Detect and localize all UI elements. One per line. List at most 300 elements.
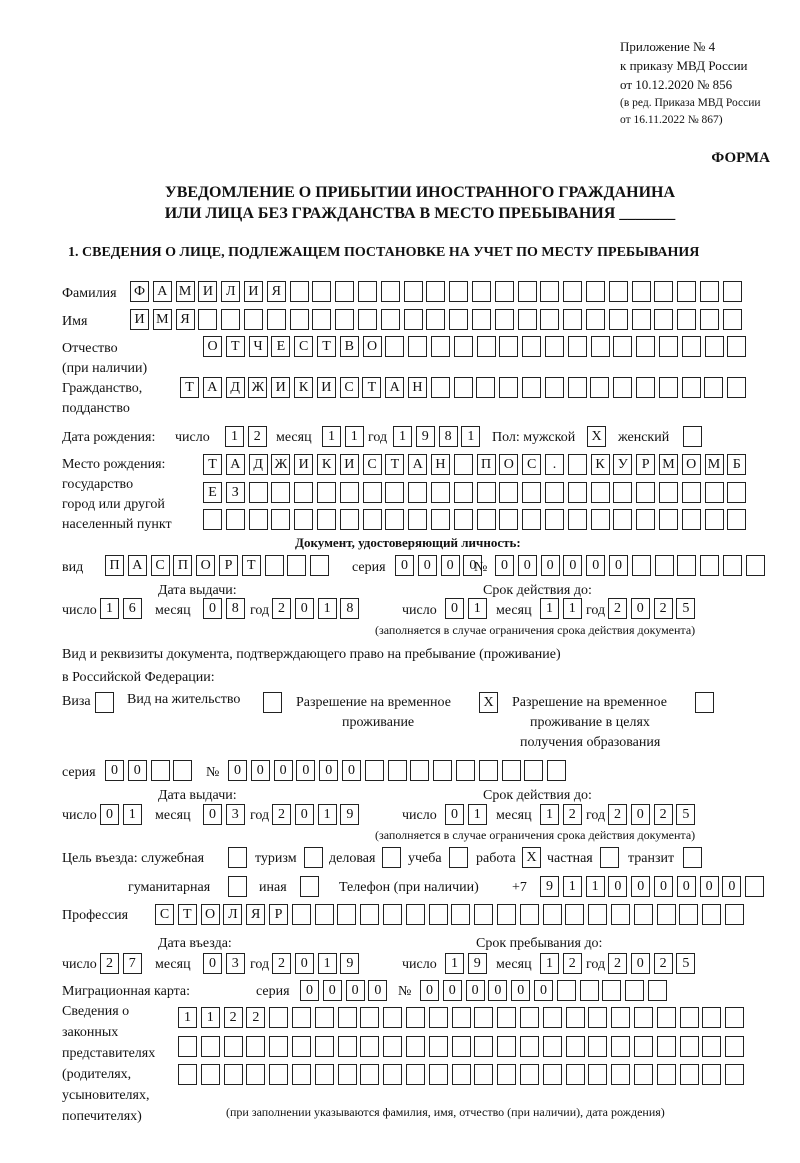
char-cell[interactable]: А: [203, 377, 222, 398]
char-cell[interactable]: 0: [541, 555, 560, 576]
char-cell[interactable]: К: [294, 377, 313, 398]
char-cell[interactable]: [702, 904, 721, 925]
char-cell[interactable]: 0: [296, 760, 315, 781]
char-cell[interactable]: 2: [608, 804, 627, 825]
char-cell[interactable]: [591, 482, 610, 503]
char-cell[interactable]: 3: [226, 953, 245, 974]
stay-until-day[interactable]: [445, 953, 487, 974]
char-cell[interactable]: [657, 1064, 676, 1085]
char-cell[interactable]: 7: [123, 953, 142, 974]
char-cell[interactable]: М: [176, 281, 195, 302]
char-cell[interactable]: 0: [609, 555, 628, 576]
char-cell[interactable]: [310, 555, 329, 576]
char-cell[interactable]: [545, 509, 564, 530]
char-cell[interactable]: [246, 1036, 265, 1057]
char-cell[interactable]: [431, 336, 450, 357]
char-cell[interactable]: [682, 482, 701, 503]
char-cell[interactable]: 6: [123, 598, 142, 619]
char-cell[interactable]: 0: [441, 555, 460, 576]
char-cell[interactable]: [723, 555, 742, 576]
stay-number-field[interactable]: [228, 760, 566, 781]
entry-month[interactable]: [203, 953, 245, 974]
char-cell[interactable]: [657, 904, 676, 925]
char-cell[interactable]: 2: [608, 953, 627, 974]
char-cell[interactable]: Ж: [248, 377, 267, 398]
char-cell[interactable]: 1: [540, 598, 559, 619]
char-cell[interactable]: М: [705, 454, 724, 475]
purpose-business-checkbox[interactable]: [382, 847, 401, 868]
char-cell[interactable]: 1: [178, 1007, 197, 1028]
char-cell[interactable]: [271, 509, 290, 530]
char-cell[interactable]: [338, 1064, 357, 1085]
char-cell[interactable]: [634, 1007, 653, 1028]
char-cell[interactable]: 5: [676, 953, 695, 974]
char-cell[interactable]: [611, 1007, 630, 1028]
char-cell[interactable]: 0: [319, 760, 338, 781]
representatives-line-2[interactable]: [178, 1036, 744, 1057]
representatives-line-1[interactable]: [178, 1007, 744, 1028]
char-cell[interactable]: [566, 1007, 585, 1028]
char-cell[interactable]: [545, 377, 564, 398]
char-cell[interactable]: [654, 309, 673, 330]
char-cell[interactable]: [499, 377, 518, 398]
char-cell[interactable]: [540, 309, 559, 330]
char-cell[interactable]: Т: [226, 336, 245, 357]
char-cell[interactable]: [590, 377, 609, 398]
char-cell[interactable]: 1: [563, 876, 582, 897]
char-cell[interactable]: [568, 336, 587, 357]
char-cell[interactable]: [431, 482, 450, 503]
char-cell[interactable]: [454, 336, 473, 357]
char-cell[interactable]: [474, 904, 493, 925]
char-cell[interactable]: 9: [340, 804, 359, 825]
char-cell[interactable]: А: [153, 281, 172, 302]
name-field[interactable]: [130, 309, 742, 330]
char-cell[interactable]: [543, 1036, 562, 1057]
phone-field[interactable]: [540, 876, 764, 897]
char-cell[interactable]: Ж: [271, 454, 290, 475]
char-cell[interactable]: [294, 482, 313, 503]
char-cell[interactable]: X: [479, 692, 498, 713]
char-cell[interactable]: 2: [224, 1007, 243, 1028]
char-cell[interactable]: [634, 1036, 653, 1057]
char-cell[interactable]: [383, 1007, 402, 1028]
char-cell[interactable]: [178, 1064, 197, 1085]
char-cell[interactable]: [611, 1036, 630, 1057]
char-cell[interactable]: [95, 692, 114, 713]
char-cell[interactable]: 0: [100, 804, 119, 825]
char-cell[interactable]: [408, 336, 427, 357]
char-cell[interactable]: [269, 1036, 288, 1057]
char-cell[interactable]: [363, 509, 382, 530]
char-cell[interactable]: [335, 281, 354, 302]
char-cell[interactable]: [723, 281, 742, 302]
char-cell[interactable]: 0: [342, 760, 361, 781]
char-cell[interactable]: [632, 555, 651, 576]
char-cell[interactable]: 2: [272, 804, 291, 825]
char-cell[interactable]: [429, 1036, 448, 1057]
char-cell[interactable]: 9: [468, 953, 487, 974]
char-cell[interactable]: [677, 555, 696, 576]
char-cell[interactable]: 0: [463, 555, 482, 576]
char-cell[interactable]: [568, 454, 587, 475]
char-cell[interactable]: Т: [180, 377, 199, 398]
char-cell[interactable]: [540, 281, 559, 302]
char-cell[interactable]: [408, 509, 427, 530]
char-cell[interactable]: [201, 1064, 220, 1085]
char-cell[interactable]: М: [659, 454, 678, 475]
id-issue-day[interactable]: [100, 598, 142, 619]
char-cell[interactable]: [586, 309, 605, 330]
char-cell[interactable]: [474, 1036, 493, 1057]
id-doc-series-field[interactable]: [395, 555, 482, 576]
char-cell[interactable]: И: [198, 281, 217, 302]
char-cell[interactable]: [563, 281, 582, 302]
char-cell[interactable]: [151, 760, 170, 781]
char-cell[interactable]: 0: [418, 555, 437, 576]
char-cell[interactable]: Т: [203, 454, 222, 475]
char-cell[interactable]: 1: [540, 804, 559, 825]
birthplace-line-3[interactable]: [203, 509, 746, 530]
char-cell[interactable]: [705, 509, 724, 530]
char-cell[interactable]: С: [340, 377, 359, 398]
char-cell[interactable]: [522, 377, 541, 398]
char-cell[interactable]: [228, 876, 247, 897]
entry-year[interactable]: [272, 953, 359, 974]
char-cell[interactable]: 8: [439, 426, 458, 447]
char-cell[interactable]: [249, 482, 268, 503]
char-cell[interactable]: 0: [323, 980, 342, 1001]
char-cell[interactable]: [745, 876, 764, 897]
char-cell[interactable]: [429, 904, 448, 925]
purpose-transit-checkbox[interactable]: [683, 847, 702, 868]
char-cell[interactable]: 1: [225, 426, 244, 447]
char-cell[interactable]: [520, 1007, 539, 1028]
char-cell[interactable]: 0: [295, 953, 314, 974]
char-cell[interactable]: [683, 426, 702, 447]
char-cell[interactable]: [636, 509, 655, 530]
char-cell[interactable]: [312, 309, 331, 330]
char-cell[interactable]: Е: [271, 336, 290, 357]
char-cell[interactable]: 2: [563, 953, 582, 974]
char-cell[interactable]: [547, 760, 566, 781]
char-cell[interactable]: 0: [466, 980, 485, 1001]
char-cell[interactable]: А: [408, 454, 427, 475]
char-cell[interactable]: 1: [201, 1007, 220, 1028]
char-cell[interactable]: [700, 555, 719, 576]
char-cell[interactable]: [304, 847, 323, 868]
char-cell[interactable]: Н: [408, 377, 427, 398]
char-cell[interactable]: [682, 336, 701, 357]
char-cell[interactable]: Т: [362, 377, 381, 398]
char-cell[interactable]: 0: [495, 555, 514, 576]
id-issue-month[interactable]: [203, 598, 245, 619]
char-cell[interactable]: 0: [395, 555, 414, 576]
char-cell[interactable]: 0: [518, 555, 537, 576]
char-cell[interactable]: [613, 377, 632, 398]
char-cell[interactable]: [497, 1064, 516, 1085]
char-cell[interactable]: К: [317, 454, 336, 475]
char-cell[interactable]: [495, 309, 514, 330]
char-cell[interactable]: [477, 509, 496, 530]
char-cell[interactable]: [654, 281, 673, 302]
char-cell[interactable]: Я: [176, 309, 195, 330]
char-cell[interactable]: [566, 1036, 585, 1057]
char-cell[interactable]: [479, 760, 498, 781]
char-cell[interactable]: 1: [461, 426, 480, 447]
char-cell[interactable]: 5: [676, 804, 695, 825]
birth-month-field[interactable]: [322, 426, 364, 447]
char-cell[interactable]: [727, 509, 746, 530]
char-cell[interactable]: [385, 336, 404, 357]
char-cell[interactable]: 9: [340, 953, 359, 974]
char-cell[interactable]: [704, 377, 723, 398]
char-cell[interactable]: [271, 482, 290, 503]
char-cell[interactable]: М: [153, 309, 172, 330]
char-cell[interactable]: X: [587, 426, 606, 447]
char-cell[interactable]: [636, 377, 655, 398]
char-cell[interactable]: Ч: [249, 336, 268, 357]
char-cell[interactable]: [700, 309, 719, 330]
char-cell[interactable]: 0: [203, 598, 222, 619]
char-cell[interactable]: С: [155, 904, 174, 925]
char-cell[interactable]: 2: [272, 953, 291, 974]
char-cell[interactable]: Т: [385, 454, 404, 475]
char-cell[interactable]: А: [385, 377, 404, 398]
char-cell[interactable]: [452, 1036, 471, 1057]
purpose-other-checkbox[interactable]: [300, 876, 319, 897]
char-cell[interactable]: [520, 1064, 539, 1085]
char-cell[interactable]: [705, 482, 724, 503]
char-cell[interactable]: [406, 1036, 425, 1057]
char-cell[interactable]: 0: [445, 804, 464, 825]
char-cell[interactable]: [383, 1064, 402, 1085]
char-cell[interactable]: [657, 1036, 676, 1057]
char-cell[interactable]: [312, 281, 331, 302]
purpose-work-checkbox[interactable]: [522, 847, 541, 868]
char-cell[interactable]: 2: [246, 1007, 265, 1028]
char-cell[interactable]: [454, 377, 473, 398]
char-cell[interactable]: [431, 509, 450, 530]
char-cell[interactable]: [655, 555, 674, 576]
char-cell[interactable]: 2: [654, 953, 673, 974]
char-cell[interactable]: С: [522, 454, 541, 475]
profession-field[interactable]: [155, 904, 744, 925]
char-cell[interactable]: [244, 309, 263, 330]
char-cell[interactable]: 0: [295, 598, 314, 619]
char-cell[interactable]: [586, 281, 605, 302]
representatives-line-3[interactable]: [178, 1064, 744, 1085]
char-cell[interactable]: [292, 1007, 311, 1028]
char-cell[interactable]: [499, 336, 518, 357]
char-cell[interactable]: Д: [226, 377, 245, 398]
char-cell[interactable]: [695, 692, 714, 713]
char-cell[interactable]: [178, 1036, 197, 1057]
char-cell[interactable]: 8: [226, 598, 245, 619]
char-cell[interactable]: [543, 1007, 562, 1028]
citizenship-field[interactable]: [180, 377, 746, 398]
char-cell[interactable]: И: [340, 454, 359, 475]
char-cell[interactable]: 1: [123, 804, 142, 825]
char-cell[interactable]: [700, 281, 719, 302]
char-cell[interactable]: [474, 1007, 493, 1028]
residence-checkbox[interactable]: [263, 692, 282, 713]
char-cell[interactable]: [358, 281, 377, 302]
char-cell[interactable]: К: [591, 454, 610, 475]
char-cell[interactable]: 1: [468, 804, 487, 825]
char-cell[interactable]: 2: [608, 598, 627, 619]
char-cell[interactable]: 0: [511, 980, 530, 1001]
char-cell[interactable]: 2: [248, 426, 267, 447]
char-cell[interactable]: [518, 309, 537, 330]
char-cell[interactable]: [292, 1036, 311, 1057]
char-cell[interactable]: [381, 309, 400, 330]
char-cell[interactable]: С: [363, 454, 382, 475]
char-cell[interactable]: [451, 904, 470, 925]
char-cell[interactable]: [520, 904, 539, 925]
char-cell[interactable]: [613, 482, 632, 503]
char-cell[interactable]: [680, 1007, 699, 1028]
char-cell[interactable]: 0: [203, 953, 222, 974]
char-cell[interactable]: [679, 904, 698, 925]
char-cell[interactable]: 0: [563, 555, 582, 576]
char-cell[interactable]: [452, 1007, 471, 1028]
char-cell[interactable]: [725, 1007, 744, 1028]
sex-female-checkbox[interactable]: [683, 426, 702, 447]
char-cell[interactable]: 9: [416, 426, 435, 447]
char-cell[interactable]: 1: [322, 426, 341, 447]
char-cell[interactable]: [520, 1036, 539, 1057]
char-cell[interactable]: [456, 760, 475, 781]
char-cell[interactable]: [591, 336, 610, 357]
birth-year-field[interactable]: [393, 426, 480, 447]
char-cell[interactable]: [588, 1036, 607, 1057]
char-cell[interactable]: [657, 1007, 676, 1028]
char-cell[interactable]: О: [203, 336, 222, 357]
char-cell[interactable]: 0: [677, 876, 696, 897]
char-cell[interactable]: [524, 760, 543, 781]
char-cell[interactable]: [340, 509, 359, 530]
char-cell[interactable]: 0: [368, 980, 387, 1001]
stay-issue-day[interactable]: [100, 804, 142, 825]
char-cell[interactable]: [224, 1036, 243, 1057]
char-cell[interactable]: [198, 309, 217, 330]
char-cell[interactable]: [680, 1036, 699, 1057]
char-cell[interactable]: [290, 309, 309, 330]
char-cell[interactable]: 1: [318, 953, 337, 974]
char-cell[interactable]: [454, 509, 473, 530]
char-cell[interactable]: [682, 377, 701, 398]
char-cell[interactable]: [568, 509, 587, 530]
char-cell[interactable]: [228, 847, 247, 868]
char-cell[interactable]: [611, 904, 630, 925]
char-cell[interactable]: [340, 482, 359, 503]
char-cell[interactable]: [702, 1007, 721, 1028]
char-cell[interactable]: [388, 760, 407, 781]
purpose-official-checkbox[interactable]: [228, 847, 247, 868]
char-cell[interactable]: О: [682, 454, 701, 475]
char-cell[interactable]: 0: [654, 876, 673, 897]
char-cell[interactable]: [338, 1007, 357, 1028]
char-cell[interactable]: Т: [178, 904, 197, 925]
char-cell[interactable]: [683, 847, 702, 868]
char-cell[interactable]: [499, 482, 518, 503]
char-cell[interactable]: 2: [654, 804, 673, 825]
char-cell[interactable]: 0: [251, 760, 270, 781]
char-cell[interactable]: Т: [242, 555, 261, 576]
char-cell[interactable]: [613, 509, 632, 530]
char-cell[interactable]: И: [317, 377, 336, 398]
char-cell[interactable]: [625, 980, 644, 1001]
migration-series-field[interactable]: [300, 980, 387, 1001]
patronymic-field[interactable]: [203, 336, 746, 357]
char-cell[interactable]: [565, 904, 584, 925]
char-cell[interactable]: П: [105, 555, 124, 576]
migration-number-field[interactable]: [420, 980, 667, 1001]
surname-field[interactable]: [130, 281, 742, 302]
visa-checkbox[interactable]: [95, 692, 114, 713]
char-cell[interactable]: [522, 336, 541, 357]
char-cell[interactable]: [543, 904, 562, 925]
entry-day[interactable]: [100, 953, 142, 974]
char-cell[interactable]: И: [271, 377, 290, 398]
char-cell[interactable]: [702, 1064, 721, 1085]
char-cell[interactable]: [338, 1036, 357, 1057]
char-cell[interactable]: [602, 980, 621, 1001]
char-cell[interactable]: 0: [608, 876, 627, 897]
stay-until-year[interactable]: [608, 953, 695, 974]
char-cell[interactable]: [335, 309, 354, 330]
char-cell[interactable]: [287, 555, 306, 576]
char-cell[interactable]: [680, 1064, 699, 1085]
char-cell[interactable]: [226, 509, 245, 530]
char-cell[interactable]: Я: [246, 904, 265, 925]
birthplace-line-1[interactable]: [203, 454, 746, 475]
char-cell[interactable]: [502, 760, 521, 781]
id-valid-day[interactable]: [445, 598, 487, 619]
char-cell[interactable]: [677, 281, 696, 302]
char-cell[interactable]: 0: [105, 760, 124, 781]
id-doc-number-field[interactable]: [495, 555, 765, 576]
char-cell[interactable]: [522, 482, 541, 503]
char-cell[interactable]: [477, 482, 496, 503]
char-cell[interactable]: 1: [563, 598, 582, 619]
char-cell[interactable]: [408, 482, 427, 503]
char-cell[interactable]: 0: [631, 598, 650, 619]
char-cell[interactable]: [385, 509, 404, 530]
char-cell[interactable]: [518, 281, 537, 302]
char-cell[interactable]: [221, 309, 240, 330]
purpose-study-checkbox[interactable]: [449, 847, 468, 868]
temp-residence-checkbox[interactable]: [479, 692, 498, 713]
char-cell[interactable]: [682, 509, 701, 530]
char-cell[interactable]: Р: [269, 904, 288, 925]
char-cell[interactable]: [433, 760, 452, 781]
char-cell[interactable]: [406, 904, 425, 925]
purpose-humanitarian-checkbox[interactable]: [228, 876, 247, 897]
char-cell[interactable]: [315, 904, 334, 925]
char-cell[interactable]: [727, 336, 746, 357]
char-cell[interactable]: 9: [540, 876, 559, 897]
char-cell[interactable]: [545, 482, 564, 503]
char-cell[interactable]: 0: [274, 760, 293, 781]
char-cell[interactable]: 1: [345, 426, 364, 447]
char-cell[interactable]: Ф: [130, 281, 149, 302]
char-cell[interactable]: 0: [300, 980, 319, 1001]
char-cell[interactable]: [543, 1064, 562, 1085]
char-cell[interactable]: [659, 336, 678, 357]
stay-valid-day[interactable]: [445, 804, 487, 825]
